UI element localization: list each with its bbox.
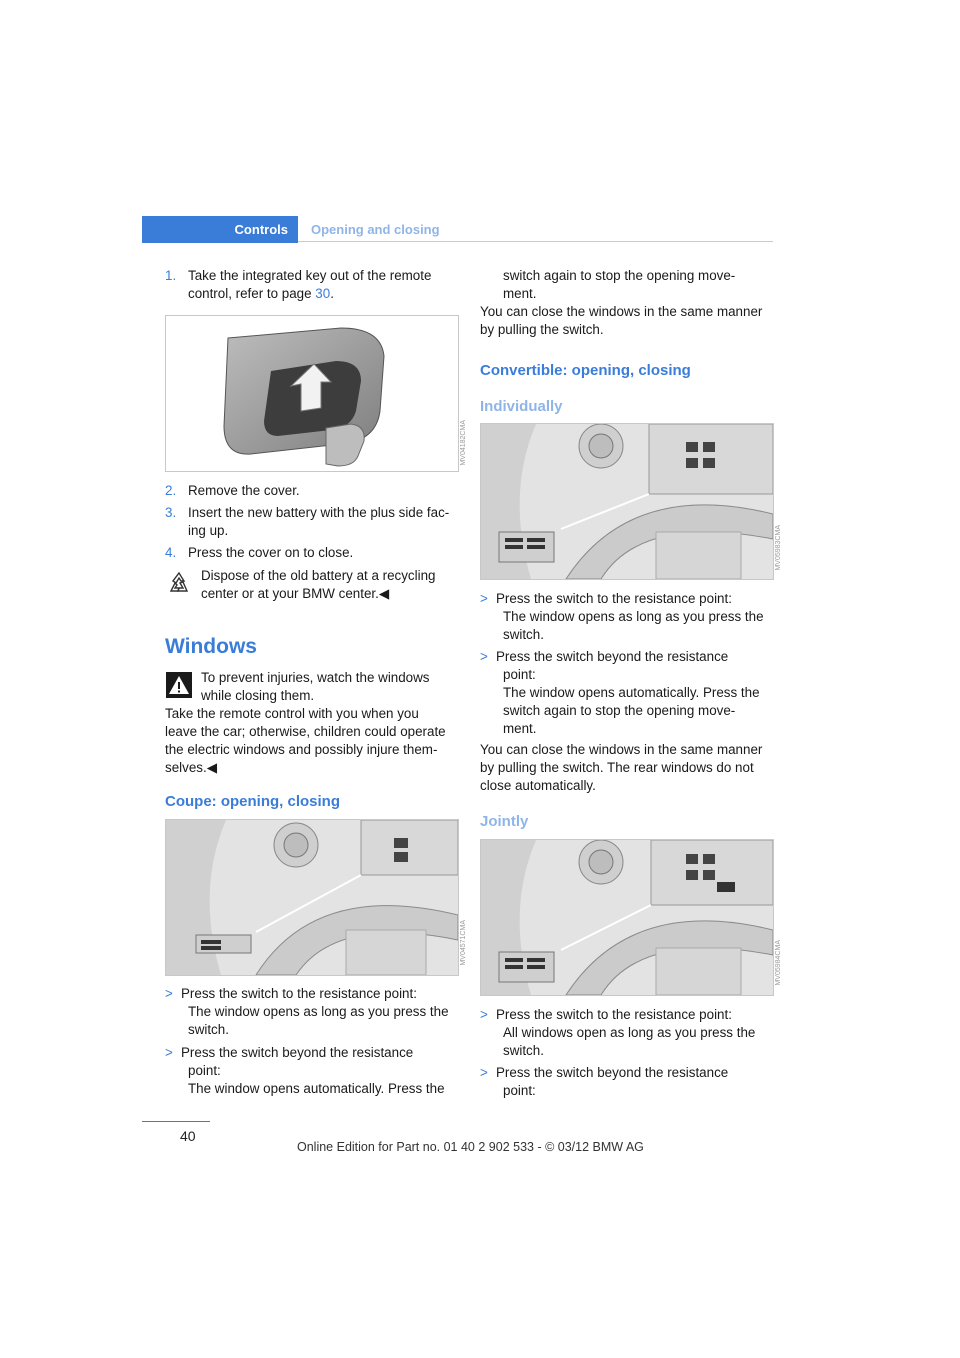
individually-close-paragraph: You can close the windows in the same manner by pulling the switch. The rear windows do not close automatically. <box>480 742 763 793</box>
edition-footer: Online Edition for Part no. 01 40 2 902 533 - © 03/12 BMW AG <box>297 1140 644 1154</box>
figure-code: MV05984CMA <box>775 940 782 986</box>
convertible-individual-switch-illustration <box>480 423 774 580</box>
jointly-heading: Jointly <box>480 813 529 830</box>
coupe-bullet-2: > Press the switch beyond the resistance point: The window opens automatically. Press the <box>165 1045 445 1096</box>
step-3: 3. Insert the new battery with the plus side fac- ing up. <box>165 505 450 538</box>
continued-text: switch again to stop the opening move- ment. You can close the windows in the same manner by pulling the switch. <box>480 268 763 337</box>
figure-code: MV05983CMA <box>775 525 782 571</box>
header-rule <box>298 241 773 242</box>
footer-rule <box>142 1121 210 1122</box>
step-4: 4. Press the cover on to close. <box>165 545 354 560</box>
chapter-label: Controls <box>234 222 288 237</box>
figure-code: MV04571CMA <box>460 920 467 966</box>
page-number: 40 <box>180 1128 196 1144</box>
coupe-heading: Coupe: opening, closing <box>165 793 340 810</box>
step-2: 2. Remove the cover. <box>165 483 300 498</box>
convertible-heading: Convertible: opening, closing <box>480 362 691 379</box>
jointly-bullet-1: > Press the switch to the resistance point: All windows open as long as you press the switch. <box>480 1007 756 1058</box>
page-ref-link[interactable]: 30 <box>315 286 331 301</box>
step-1: 1. Take the integrated key out of the remote control, refer to page 30. <box>165 268 432 301</box>
jointly-bullet-2: > Press the switch beyond the resistance point: <box>480 1065 729 1098</box>
recycle-note: Dispose of the old battery at a recycling center or at your BMW center.◀ <box>201 568 436 601</box>
coupe-bullet-1: > Press the switch to the resistance point: The window opens as long as you press the switch. <box>165 986 449 1037</box>
individually-bullet-1: > Press the switch to the resistance point: The window opens as long as you press the switch. <box>480 591 764 642</box>
warning-note: To prevent injuries, watch the windows while closing them. Take the remote control with you when you leave the car; otherwise, children could operate the electric windows and possibly injure them- selves.◀ <box>165 670 446 775</box>
convertible-joint-switch-illustration <box>480 839 774 996</box>
figure-code: MV04182CMA <box>460 420 467 466</box>
windows-heading: Windows <box>165 635 257 658</box>
individually-heading: Individually <box>480 398 563 415</box>
remote-key-illustration <box>165 315 459 472</box>
chapter-tab <box>142 216 298 243</box>
individually-bullet-2: > Press the switch beyond the resistance point: The window opens automatically. Press the switch again to stop the opening move- ment. <box>480 649 760 736</box>
section-title: Opening and closing <box>311 222 440 237</box>
coupe-window-switch-illustration <box>165 819 459 976</box>
recycle-icon <box>166 570 192 596</box>
